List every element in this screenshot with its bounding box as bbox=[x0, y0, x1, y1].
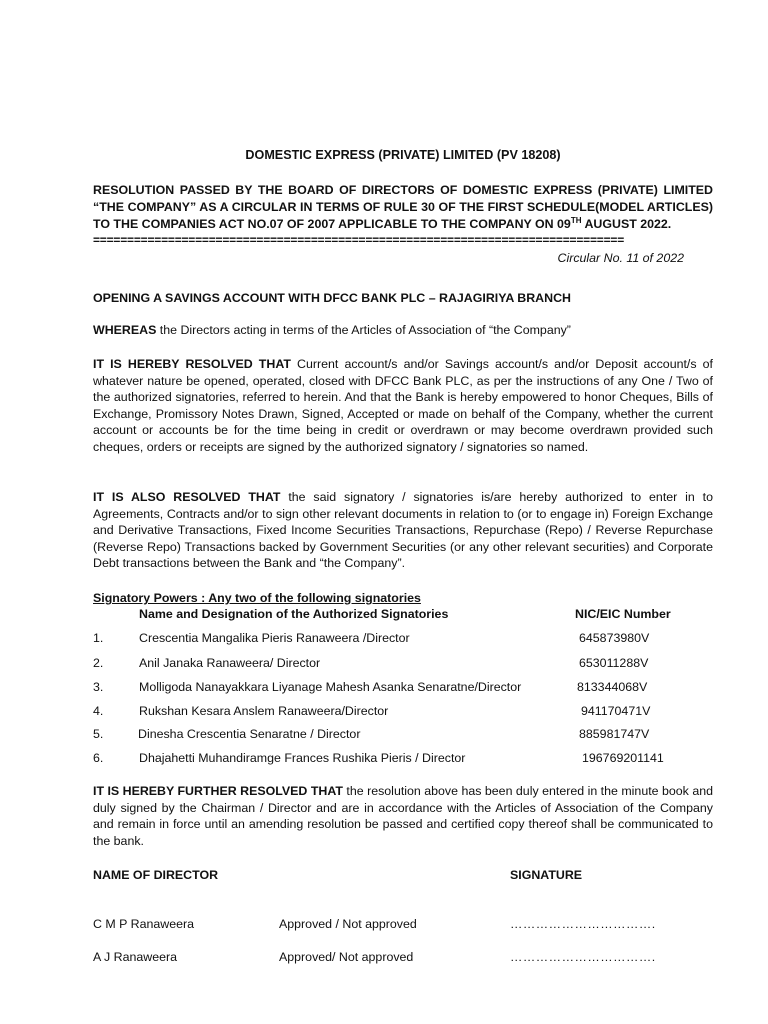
signatory-nic: 196769201141 bbox=[582, 751, 664, 765]
signatory-number: 5. bbox=[93, 727, 104, 741]
approval-status: Approved/ Not approved bbox=[279, 950, 414, 964]
signatory-row bbox=[93, 630, 713, 647]
whereas-lead: WHEREAS bbox=[93, 323, 157, 337]
further-resolved-lead: IT IS HEREBY FURTHER RESOLVED THAT bbox=[93, 784, 343, 798]
signatory-name: Crescentia Mangalika Pieris Ranaweera /Director bbox=[139, 631, 410, 645]
date-superscript: TH bbox=[570, 215, 582, 225]
approval-status: Approved / Not approved bbox=[279, 917, 417, 931]
director-name: C M P Ranaweera bbox=[93, 917, 195, 931]
resolved-paragraph bbox=[93, 356, 713, 456]
signatory-nic: 813344068V bbox=[577, 680, 648, 694]
resolution-heading-text: RESOLUTION PASSED BY THE BOARD OF DIRECTORS OF DOMESTIC EXPRESS (PRIVATE) LIMITED “THE COMPANY” AS A CIRCULAR IN TERMS OF RULE 30 OF THE FIRST SCHEDULE(MODEL ARTICLES) TO THE COMPANIES ACT NO.07 OF 2007 APPLICABLE TO THE COMPANY ON 09 bbox=[93, 183, 713, 231]
signatory-name-column-header: Name and Designation of the Authorized Signatories bbox=[139, 607, 449, 621]
resolution-heading-end: AUGUST 2022. bbox=[581, 217, 672, 231]
section-title: OPENING A SAVINGS ACCOUNT WITH DFCC BANK PLC – RAJAGIRIYA BRANCH bbox=[93, 291, 571, 305]
signatory-name: Dhajahetti Muhandiramge Frances Rushika Pieris / Director bbox=[139, 751, 466, 765]
signature-header: SIGNATURE bbox=[510, 868, 583, 882]
separator-rule: ============================================================================== bbox=[93, 233, 625, 247]
also-resolved-text: the said signatory / signatories is/are hereby authorized to enter in to Agreements, Contracts and/or to sign other relevant documents in relation to (or to engage in) Foreign Exchange and Derivative Transactions, Fixed Income Securities Transactions, Repurchase (Repo) / Reverse Repurchase (Reverse Repo) Transactions backed by Government Securities (or any other relevant securities) and Corporate Debt transactions between the Bank and “the Company”. bbox=[93, 490, 713, 571]
whereas-text: the Directors acting in terms of the Articles of Association of “the Company” bbox=[156, 323, 571, 337]
document-title: DOMESTIC EXPRESS (PRIVATE) LIMITED (PV 18208) bbox=[245, 148, 561, 162]
signatory-nic: 941170471V bbox=[581, 704, 651, 718]
signatory-nic: 645873980V bbox=[579, 631, 650, 645]
signature-line: ……………………………. bbox=[510, 917, 656, 931]
resolved-text: Current account/s and/or Savings account/s and/or Deposit account/s of whatever nature be opened, operated, closed with DFCC Bank PLC, as per the instructions of any One / Two of the authorized signatories, referred to herein. And that the Bank is hereby empowered to honor Cheques, Bills of Exchange, Promissory Notes Drawn, Signed, Accepted or made on behalf of the Company, whether the current account or accounts be for the time being in credit or overdrawn or may become overdrawn provided such cheques, orders or receipts are signed by the authorized signatory / signatories so named. bbox=[93, 357, 713, 454]
resolution-heading bbox=[93, 182, 713, 233]
also-resolved-paragraph bbox=[93, 489, 713, 572]
signatory-number: 3. bbox=[93, 680, 104, 694]
signatory-row bbox=[93, 703, 713, 720]
signatory-row bbox=[93, 655, 713, 672]
further-resolved-paragraph bbox=[93, 783, 713, 849]
whereas-paragraph bbox=[93, 322, 713, 339]
signatory-name: Rukshan Kesara Anslem Ranaweera/Director bbox=[139, 704, 389, 718]
signatory-nic: 885981747V bbox=[579, 727, 650, 741]
nic-column-header: NIC/EIC Number bbox=[575, 607, 671, 621]
signatory-powers-heading: Signatory Powers : Any two of the following signatories bbox=[93, 591, 421, 605]
signatory-name: Molligoda Nanayakkara Liyanage Mahesh Asanka Senaratne/Director bbox=[139, 680, 522, 694]
signatory-row bbox=[93, 679, 713, 696]
signature-line: ……………………………. bbox=[510, 950, 656, 964]
signatory-number: 6. bbox=[93, 751, 104, 765]
signatory-number: 4. bbox=[93, 704, 104, 718]
signatory-row bbox=[93, 726, 713, 743]
signatory-name: Anil Janaka Ranaweera/ Director bbox=[139, 656, 321, 670]
director-name: A J Ranaweera bbox=[93, 950, 178, 964]
signatory-number: 2. bbox=[93, 656, 104, 670]
also-resolved-lead: IT IS ALSO RESOLVED THAT bbox=[93, 490, 281, 504]
signatory-number: 1. bbox=[93, 631, 104, 645]
signatory-name: Dinesha Crescentia Senaratne / Director bbox=[138, 727, 361, 741]
signatory-row bbox=[93, 750, 713, 767]
resolved-lead: IT IS HEREBY RESOLVED THAT bbox=[93, 357, 291, 371]
further-resolved-text: the resolution above has been duly entered in the minute book and duly signed by the Chairman / Director and are in accordance with the Articles of Association of the Company and remain in force until an amending resolution be passed and certified copy thereof shall be communicated to the bank. bbox=[93, 784, 713, 848]
circular-number: Circular No. 11 of 2022 bbox=[557, 251, 684, 265]
signatory-nic: 653011288V bbox=[579, 656, 649, 670]
director-name-header: NAME OF DIRECTOR bbox=[93, 868, 219, 882]
